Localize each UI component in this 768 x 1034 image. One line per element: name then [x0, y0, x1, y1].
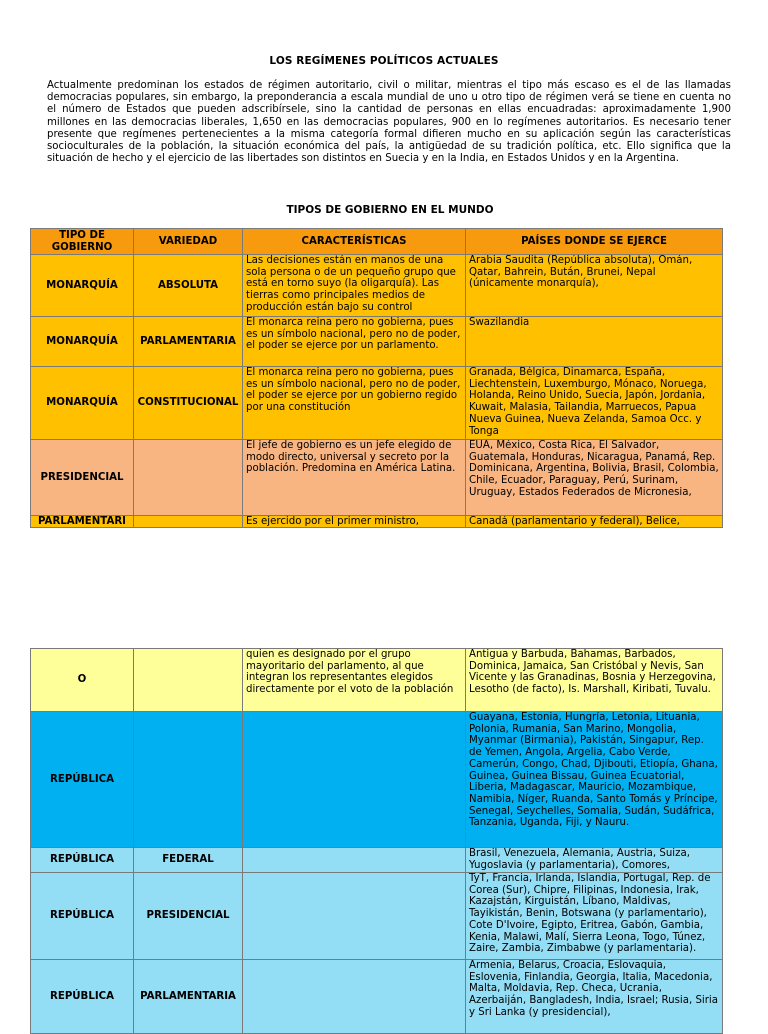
tipo-cell: O	[31, 649, 134, 712]
paises-cell: TyT, Francia, Irlanda, Islandia, Portugal, Rep. de Corea (Sur), Chipre, Filipinas, Indonesia, Irak, Kazajstán, Kirguistán, Líbano, Maldivas, Tayikistán, Benin, Botswana (y parlamentario), Cote D'Ivoire, Egipto, Eritrea, Gabón, Gambia, Kenia, Malawi, Malí, Sierra Leona, Togo, Túnez, Zaire, Zambia, Zimbabwe (y parlamentaria).	[466, 873, 723, 960]
tipo-cell: PARLAMENTARI	[31, 516, 134, 528]
government-types-table	[30, 228, 723, 528]
table-row	[31, 255, 723, 317]
header-paises: PAÍSES DONDE SE EJERCE	[466, 229, 723, 255]
paises-cell: Arabia Saudita (República absoluta), Omán, Qatar, Bahrein, Bután, Brunei, Nepal (únicamente monarquía),	[466, 255, 723, 317]
tipo-cell: REPÚBLICA	[31, 712, 134, 848]
caracteristicas-cell	[243, 712, 466, 848]
variedad-cell: CONSTITUCIONAL	[134, 367, 243, 440]
header-variedad: VARIEDAD	[134, 229, 243, 255]
caracteristicas-cell	[243, 873, 466, 960]
tipo-cell: MONARQUÍA	[31, 367, 134, 440]
caracteristicas-cell: Es ejercido por el primer ministro,	[243, 516, 466, 528]
paises-cell: Guayana, Estonia, Hungría, Letonia, Lituania, Polonia, Rumania, San Marino, Mongolia, Myanmar (Birmania), Pakistán, Singapur, Rep. de Yemen, Angola, Argelia, Cabo Verde, Camerún, Congo, Chad, Djibouti, Etiopía, Ghana, Guinea, Guinea Bissau, Guinea Ecuatorial, Liberia, Madagascar, Mauricio, Mozambique, Namibia, Níger, Ruanda, Santo Tomás y Príncipe, Senegal, Seychelles, Somalia, Sudán, Sudáfrica, Tanzania, Uganda, Fiji, y Nauru.	[466, 712, 723, 848]
table-row	[31, 516, 723, 528]
paises-cell: Swazilandia	[466, 317, 723, 367]
variedad-cell	[134, 712, 243, 848]
table-row	[31, 712, 723, 848]
caracteristicas-cell	[243, 848, 466, 873]
paises-cell: Granada, Bélgica, Dinamarca, España, Liechtenstein, Luxemburgo, Mónaco, Noruega, Holanda, Reino Unido, Suecia, Japón, Jordania, Kuwait, Malasia, Tailandia, Marruecos, Papua Nueva Guinea, Nueva Zelanda, Samoa Occ. y Tonga	[466, 367, 723, 440]
tipo-cell: MONARQUÍA	[31, 255, 134, 317]
table-row	[31, 367, 723, 440]
variedad-cell	[134, 516, 243, 528]
tipo-cell: PRESIDENCIAL	[31, 440, 134, 516]
paises-cell: Antigua y Barbuda, Bahamas, Barbados, Dominica, Jamaica, San Cristóbal y Nevis, San Vicente y las Granadinas, Bosnia y Herzegovina, Lesotho (de facto), Is. Marshall, Kiribati, Tuvalu.	[466, 649, 723, 712]
table-row	[31, 848, 723, 873]
variedad-cell: PRESIDENCIAL	[134, 873, 243, 960]
tipo-cell: REPÚBLICA	[31, 848, 134, 873]
caracteristicas-cell: El monarca reina pero no gobierna, pues es un símbolo nacional, pero no de poder, el poder se ejerce por un parlamento.	[243, 317, 466, 367]
tipo-cell: REPÚBLICA	[31, 873, 134, 960]
document-title: LOS REGÍMENES POLÍTICOS ACTUALES	[269, 55, 499, 67]
tipo-cell: MONARQUÍA	[31, 317, 134, 367]
caracteristicas-cell: El jefe de gobierno es un jefe elegido de modo directo, universal y secreto por la población. Predomina en América Latina.	[243, 440, 466, 516]
table-row	[31, 960, 723, 1034]
table-row	[31, 873, 723, 960]
paises-cell: Brasil, Venezuela, Alemania, Austria, Suiza, Yugoslavia (y parlamentaria), Comores,	[466, 848, 723, 873]
caracteristicas-cell: El monarca reina pero no gobierna, pues es un símbolo nacional, pero no de poder, el poder se ejerce por un gobierno regido por una constitución	[243, 367, 466, 440]
table-row	[31, 649, 723, 712]
variedad-cell: ABSOLUTA	[134, 255, 243, 317]
caracteristicas-cell: quien es designado por el grupo mayoritario del parlamento, al que integran los representantes elegidos directamente por el voto de la población	[243, 649, 466, 712]
paises-cell: Canadá (parlamentario y federal), Belice,	[466, 516, 723, 528]
variedad-cell: PARLAMENTARIA	[134, 960, 243, 1034]
paises-cell: Armenia, Belarus, Croacia, Eslovaquia, Eslovenia, Finlandia, Georgia, Italia, Macedonia, Malta, Moldavia, Rep. Checa, Ucrania, Azerbaiján, Bangladesh, India, Israel; Rusia, Siria y Sri Lanka (y presidencial),	[466, 960, 723, 1034]
table-row	[31, 317, 723, 367]
intro-paragraph: Actualmente predominan los estados de régimen autoritario, civil o militar, mientras el tipo más escaso es el de las llamadas democracias populares, sin embargo, la preponderancia a escala mundial de uno u otro tipo de régimen verá se tiene en cuenta no el número de Estados que pueden adscribírsele, sino la cantidad de personas en ellas encuadradas: aproximadamente 1,900 millones en las democracias liberales, 1,650 en las democracias populares, 900 en lo regímenes autoritarios. Es necesario tener presente que regímenes pertenecientes a la misma categoría formal difieren mucho en su aplicación según las características socioculturales de la población, la situación económica del país, la antigüedad de su tradición política, etc. Ello significa que la situación de hecho y el ejercicio de las libertades son distintos en Suecia y en la India, en Estados Unidos y en la Argentina.	[47, 80, 731, 165]
variedad-cell: FEDERAL	[134, 848, 243, 873]
variedad-cell	[134, 649, 243, 712]
variedad-cell: PARLAMENTARIA	[134, 317, 243, 367]
table-header-row	[31, 229, 723, 255]
header-caracteristicas: CARACTERÍSTICAS	[243, 229, 466, 255]
paises-cell: EUA, México, Costa Rica, El Salvador, Guatemala, Honduras, Nicaragua, Panamá, Rep. Dominicana, Argentina, Bolivia, Brasil, Colombia, Chile, Ecuador, Paraguay, Perú, Surinam, Uruguay, Estados Federados de Micronesia,	[466, 440, 723, 516]
government-types-table-continued	[30, 648, 723, 1034]
table-row	[31, 440, 723, 516]
table-title: TIPOS DE GOBIERNO EN EL MUNDO	[286, 204, 494, 216]
header-tipo: TIPO DE GOBIERNO	[31, 229, 134, 255]
caracteristicas-cell	[243, 960, 466, 1034]
caracteristicas-cell: Las decisiones están en manos de una sola persona o de un pequeño grupo que está en torno suyo (la oligarquía). Las tierras como principales medios de producción están bajo su control	[243, 255, 466, 317]
variedad-cell	[134, 440, 243, 516]
tipo-cell: REPÚBLICA	[31, 960, 134, 1034]
